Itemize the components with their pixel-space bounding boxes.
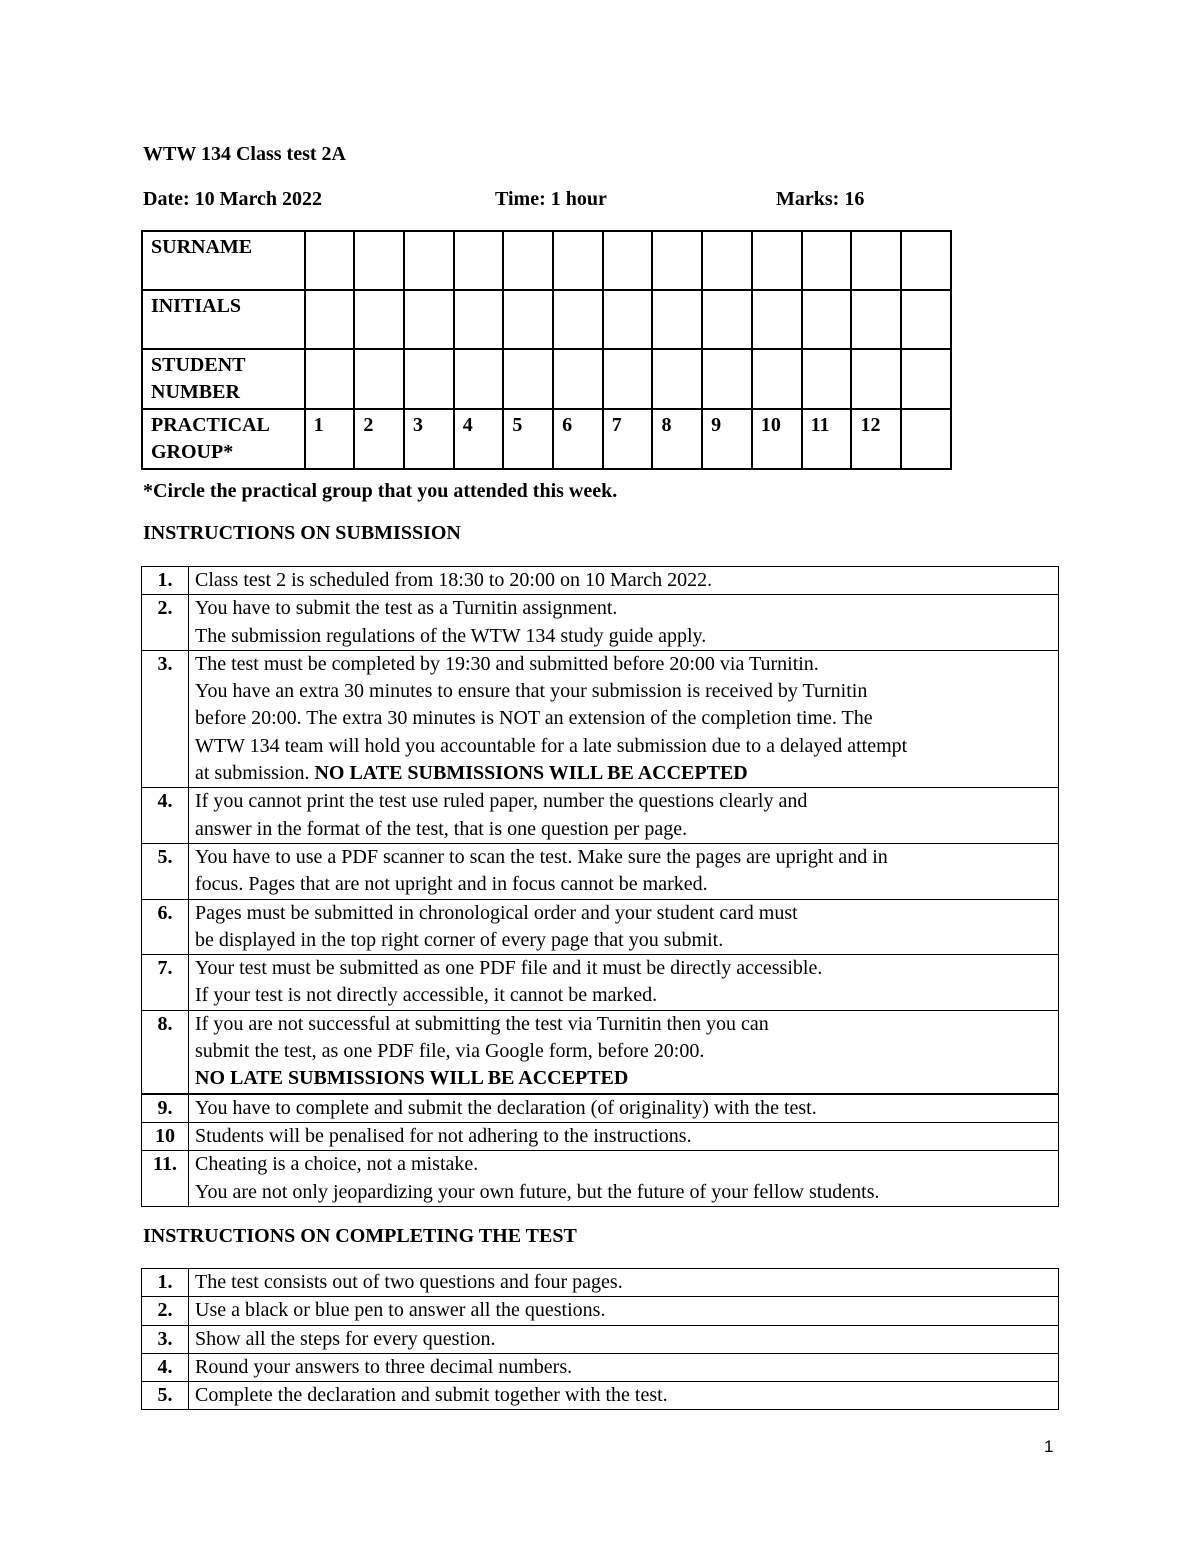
instruction-line: You have to complete and submit the declaration (of originality) with the test. [195, 1096, 817, 1119]
instruction-number: 5. [142, 843, 189, 899]
instruction-line: You have an extra 30 minutes to ensure that your submission is received by Turnitin [195, 680, 868, 703]
instruction-text [189, 1094, 1059, 1123]
instruction-line: answer in the format of the test, that is one question per page. [195, 817, 688, 840]
surname-cell[interactable] [802, 231, 852, 290]
instruction-number: 10 [142, 1122, 189, 1150]
instruction-number: 2. [142, 1297, 189, 1325]
late-submission-warning: NO LATE SUBMISSIONS WILL BE ACCEPTED [314, 762, 748, 785]
instruction-line: If you are not successful at submitting the test via Turnitin then you can [195, 1012, 769, 1035]
instruction-row [142, 1269, 1059, 1297]
student-number-cell[interactable] [752, 349, 802, 409]
student-number-cell[interactable] [702, 349, 752, 409]
page-title: WTW 134 Class test 2A [143, 143, 346, 165]
instruction-line: If you cannot print the test use ruled paper, number the questions clearly and [195, 790, 808, 813]
instruction-text: Show all the steps for every question. [189, 1325, 1059, 1353]
instruction-number: 4. [142, 1353, 189, 1381]
instruction-text [189, 595, 1059, 651]
instruction-text [189, 650, 1059, 787]
instruction-text: Round your answers to three decimal numbers. [189, 1353, 1059, 1381]
instruction-number: 3. [142, 650, 189, 787]
submission-instructions-table [141, 566, 1059, 1207]
surname-cell[interactable] [752, 231, 802, 290]
student-number-cell[interactable] [354, 349, 404, 409]
instruction-text [189, 955, 1059, 1011]
surname-cell[interactable] [901, 231, 951, 290]
student-number-cell[interactable] [553, 349, 603, 409]
instruction-row [142, 899, 1059, 955]
instruction-line: The test must be completed by 19:30 and submitted before 20:00 via Turnitin. [195, 652, 819, 675]
late-submission-warning: NO LATE SUBMISSIONS WILL BE ACCEPTED [195, 1067, 629, 1090]
instruction-text [189, 788, 1059, 844]
instruction-number: 5. [142, 1382, 189, 1410]
instruction-line: You have to use a PDF scanner to scan the test. Make sure the pages are upright and in [195, 845, 888, 868]
instruction-line: You have to submit the test as a Turnitin assignment. [195, 597, 618, 620]
student-number-cell[interactable] [404, 349, 454, 409]
instruction-line: Students will be penalised for not adhering to the instructions. [195, 1124, 692, 1147]
practical-group-option[interactable]: 10 [752, 409, 802, 469]
instruction-line: WTW 134 team will hold you accountable for a late submission due to a delayed attempt [195, 734, 908, 757]
test-marks: Marks: 16 [776, 188, 865, 210]
student-number-label: STUDENT NUMBER [142, 349, 305, 409]
instruction-number: 11. [142, 1151, 189, 1207]
practical-group-option[interactable] [901, 409, 951, 469]
instruction-line: be displayed in the top right corner of every page that you submit. [195, 928, 724, 951]
initials-cell[interactable] [603, 290, 653, 349]
initials-row [142, 290, 951, 349]
instruction-row [142, 843, 1059, 899]
surname-cell[interactable] [305, 231, 355, 290]
circle-group-note: *Circle the practical group that you attended this week. [143, 480, 618, 502]
student-details-table [141, 230, 952, 470]
instruction-text [189, 1122, 1059, 1150]
practical-group-option[interactable]: 7 [603, 409, 653, 469]
practical-group-option[interactable]: 8 [652, 409, 702, 469]
instruction-number: 2. [142, 595, 189, 651]
practical-group-option[interactable]: 12 [851, 409, 901, 469]
instruction-text [189, 899, 1059, 955]
instruction-row [142, 1297, 1059, 1325]
instruction-line: Class test 2 is scheduled from 18:30 to 20:00 on 10 March 2022. [195, 569, 713, 591]
initials-cell[interactable] [305, 290, 355, 349]
initials-cell[interactable] [851, 290, 901, 349]
initials-cell[interactable] [752, 290, 802, 349]
surname-cell[interactable] [354, 231, 404, 290]
practical-group-option[interactable]: 6 [553, 409, 603, 469]
initials-label: INITIALS [142, 290, 305, 349]
initials-cell[interactable] [354, 290, 404, 349]
test-duration: Time: 1 hour [495, 188, 607, 210]
instruction-number: 4. [142, 788, 189, 844]
student-number-cell[interactable] [305, 349, 355, 409]
initials-cell[interactable] [553, 290, 603, 349]
instruction-row [142, 1353, 1059, 1381]
instruction-row [142, 650, 1059, 787]
practical-group-option[interactable]: 2 [354, 409, 404, 469]
instruction-row [142, 788, 1059, 844]
initials-cell[interactable] [404, 290, 454, 349]
initials-cell[interactable] [503, 290, 553, 349]
completing-heading: INSTRUCTIONS ON COMPLETING THE TEST [143, 1225, 577, 1247]
initials-cell[interactable] [802, 290, 852, 349]
instruction-line: before 20:00. The extra 30 minutes is NOT an extension of the completion time. The [195, 707, 873, 730]
test-date: Date: 10 March 2022 [143, 188, 323, 210]
instruction-text: Use a black or blue pen to answer all the questions. [189, 1297, 1059, 1325]
surname-cell[interactable] [503, 231, 553, 290]
surname-row [142, 231, 951, 290]
initials-cell[interactable] [454, 290, 504, 349]
instruction-text: The test consists out of two questions and four pages. [189, 1269, 1059, 1297]
instruction-row [142, 567, 1059, 595]
initials-cell[interactable] [901, 290, 951, 349]
instruction-text [189, 843, 1059, 899]
student-number-cell[interactable] [851, 349, 901, 409]
surname-cell[interactable] [851, 231, 901, 290]
surname-cell[interactable] [404, 231, 454, 290]
instruction-line: The submission regulations of the WTW 134 study guide apply. [195, 624, 707, 647]
initials-cell[interactable] [702, 290, 752, 349]
instruction-text: Complete the declaration and submit together with the test. [189, 1382, 1059, 1410]
page-number: 1 [1044, 1437, 1054, 1456]
instruction-row [142, 1094, 1059, 1123]
instruction-row [142, 1382, 1059, 1410]
student-number-cell[interactable] [802, 349, 852, 409]
surname-cell[interactable] [702, 231, 752, 290]
instruction-line [195, 760, 1052, 787]
instruction-text [189, 567, 1059, 595]
practical-group-option[interactable]: 3 [404, 409, 454, 469]
instruction-row [142, 1010, 1059, 1093]
instruction-row [142, 595, 1059, 651]
instruction-number: 6. [142, 899, 189, 955]
surname-cell[interactable] [652, 231, 702, 290]
student-number-cell[interactable] [454, 349, 504, 409]
surname-label: SURNAME [142, 231, 305, 290]
instruction-line: If your test is not directly accessible, it cannot be marked. [195, 984, 658, 1007]
practical-group-option[interactable]: 11 [802, 409, 852, 469]
instruction-number: 9. [142, 1094, 189, 1123]
practical-group-label: PRACTICAL GROUP* [142, 409, 305, 469]
student-number-cell[interactable] [901, 349, 951, 409]
instruction-text [189, 1151, 1059, 1207]
practical-group-row [142, 409, 951, 469]
instruction-line: focus. Pages that are not upright and in focus cannot be marked. [195, 873, 708, 896]
instruction-line: submit the test, as one PDF file, via Google form, before 20:00. [195, 1040, 705, 1063]
submission-heading: INSTRUCTIONS ON SUBMISSION [143, 522, 461, 544]
student-number-cell[interactable] [652, 349, 702, 409]
instruction-number: 1. [142, 1269, 189, 1297]
instruction-row [142, 1151, 1059, 1207]
instruction-number: 3. [142, 1325, 189, 1353]
instruction-line: Cheating is a choice, not a mistake. [195, 1153, 479, 1176]
instruction-number: 1. [142, 567, 189, 595]
instruction-line: Your test must be submitted as one PDF file and it must be directly accessible. [195, 957, 823, 980]
instruction-line: Pages must be submitted in chronological order and your student card must [195, 901, 798, 924]
practical-group-option[interactable]: 4 [454, 409, 504, 469]
initials-cell[interactable] [652, 290, 702, 349]
instruction-tail-text: at submission. [195, 762, 315, 785]
surname-cell[interactable] [603, 231, 653, 290]
student-number-cell[interactable] [603, 349, 653, 409]
surname-cell[interactable] [454, 231, 504, 290]
surname-cell[interactable] [553, 231, 603, 290]
student-number-row [142, 349, 951, 409]
instruction-number: 8. [142, 1010, 189, 1093]
practical-group-option[interactable]: 1 [305, 409, 355, 469]
practical-group-option[interactable]: 5 [503, 409, 553, 469]
instruction-row [142, 955, 1059, 1011]
instruction-text [189, 1010, 1059, 1093]
instruction-number: 7. [142, 955, 189, 1011]
instruction-line: You are not only jeopardizing your own future, but the future of your fellow students. [195, 1180, 880, 1203]
instruction-row [142, 1325, 1059, 1353]
instruction-row [142, 1122, 1059, 1150]
student-number-cell[interactable] [503, 349, 553, 409]
practical-group-option[interactable]: 9 [702, 409, 752, 469]
completing-instructions-table [141, 1268, 1059, 1410]
